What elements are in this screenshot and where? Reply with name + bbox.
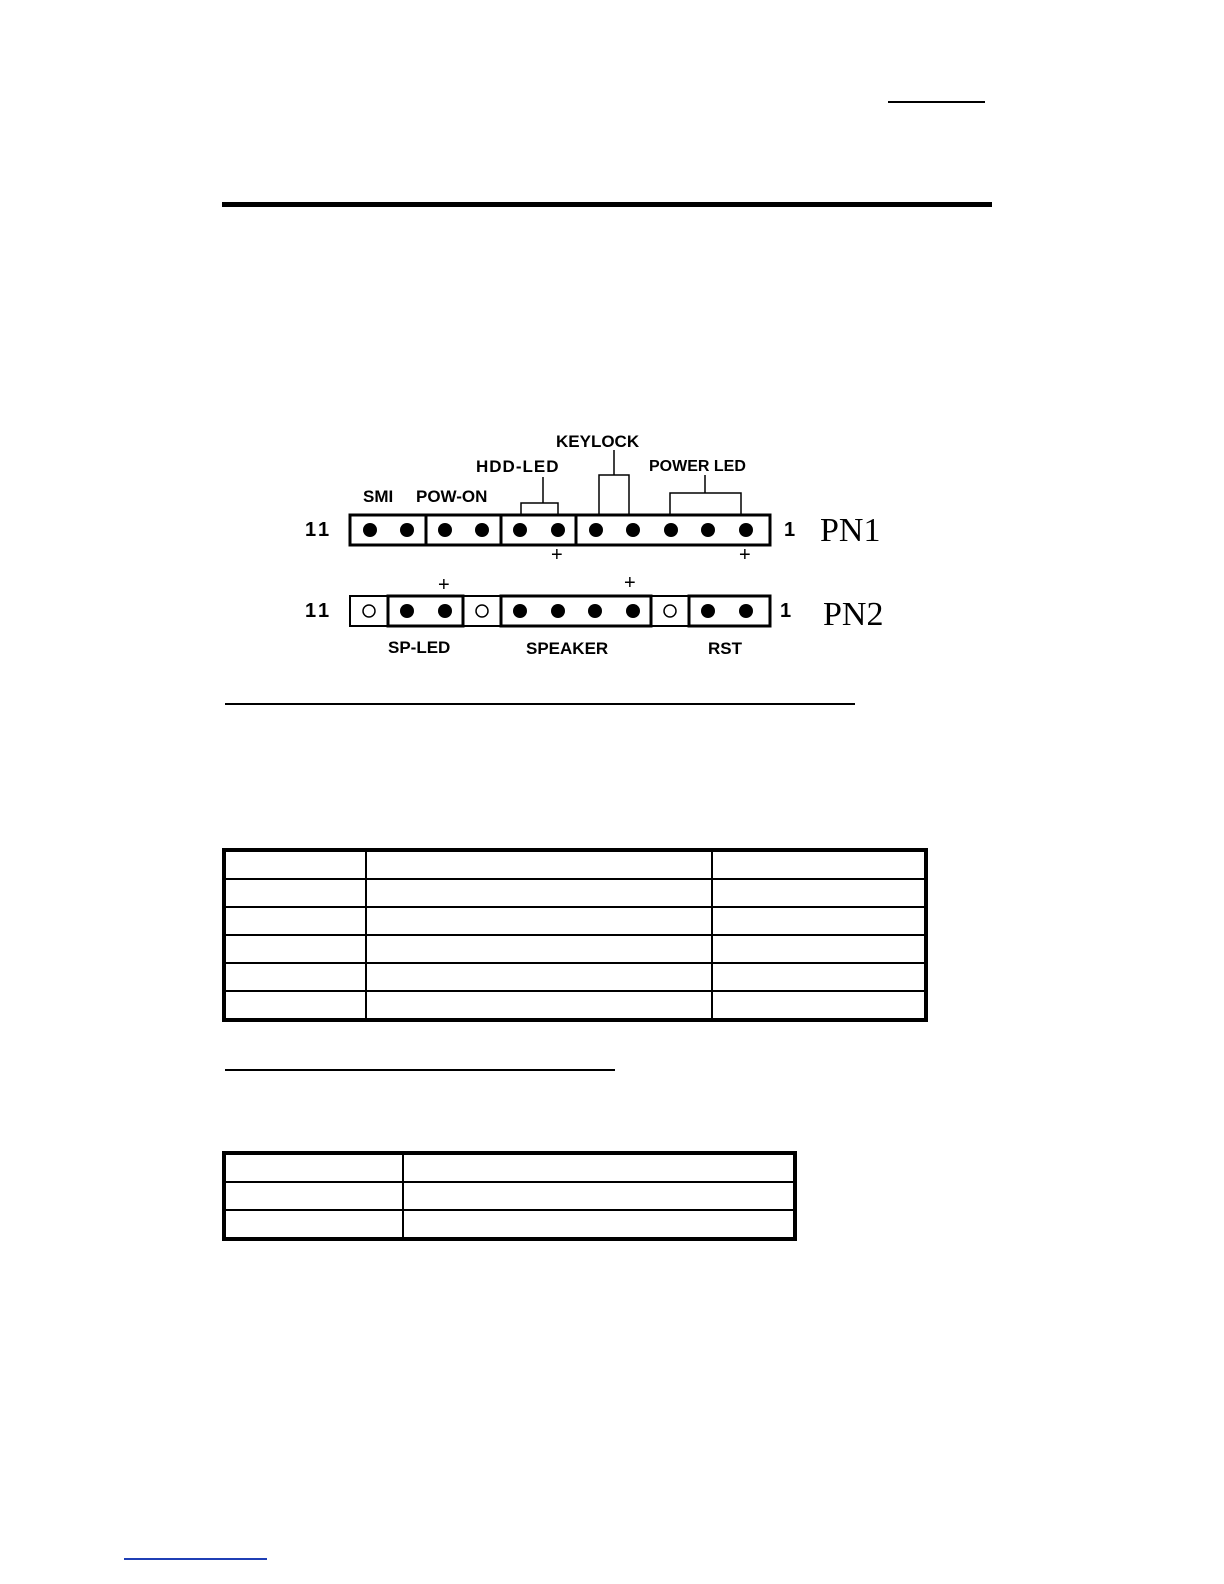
table-cell: [224, 1182, 403, 1210]
label-sp-led: SP-LED: [388, 638, 451, 657]
table-cell: [366, 907, 712, 935]
pin-table-1: [222, 848, 928, 1022]
pn1-plus-hdd: +: [551, 544, 563, 566]
table-cell: [712, 963, 926, 991]
table-cell: [712, 850, 926, 879]
pn1-plus-power: +: [739, 544, 751, 566]
table-row: [224, 935, 926, 963]
table-row: [224, 879, 926, 907]
table-cell: [403, 1153, 795, 1182]
header-rule-thick: [222, 202, 992, 207]
table-cell: [712, 991, 926, 1020]
table-cell: [366, 963, 712, 991]
label-pow-on: POW-ON: [416, 487, 488, 506]
section-rule-2: [225, 1069, 615, 1071]
pin-table-2: [222, 1151, 797, 1241]
table-cell: [366, 879, 712, 907]
table-cell: [224, 907, 366, 935]
pn1-pins: [363, 523, 753, 537]
table-row: [224, 963, 926, 991]
table-row: [224, 850, 926, 879]
label-keylock: KEYLOCK: [556, 432, 640, 451]
pn2-pin-right-label: 1: [780, 600, 792, 622]
table-cell: [403, 1210, 795, 1239]
table-row: [224, 991, 926, 1020]
table-cell: [403, 1182, 795, 1210]
table-row: [224, 1182, 795, 1210]
table-cell: [224, 991, 366, 1020]
label-hdd-led: HDD-LED: [476, 457, 560, 476]
label-speaker: SPEAKER: [526, 639, 609, 658]
table-cell: [224, 879, 366, 907]
label-power-led: POWER LED: [649, 458, 746, 475]
connector-diagram: [290, 425, 920, 665]
table-cell: [712, 935, 926, 963]
pn2-pins: [363, 604, 753, 618]
table-cell: [224, 963, 366, 991]
table-cell: [224, 850, 366, 879]
pn2-plus-sp-led: +: [438, 574, 450, 596]
pn1-name: PN1: [820, 512, 881, 549]
pn2-plus-speaker: +: [624, 572, 636, 594]
table-cell: [366, 850, 712, 879]
table-cell: [366, 991, 712, 1020]
pn2-name: PN2: [823, 596, 884, 633]
section-rule-1: [225, 703, 855, 705]
header-rule-short: [888, 101, 985, 103]
pn1-pin-left-label: 11: [305, 519, 333, 541]
pn1-pin-right-label: 1: [784, 519, 796, 541]
table-cell: [224, 1153, 403, 1182]
table-row: [224, 907, 926, 935]
table-cell: [712, 907, 926, 935]
label-rst: RST: [708, 639, 742, 658]
table-row: [224, 1153, 795, 1182]
table-cell: [224, 935, 366, 963]
table-cell: [224, 1210, 403, 1239]
pn2-pin-left-label: 11: [305, 600, 333, 622]
footer-link-underline[interactable]: [124, 1558, 267, 1560]
table-cell: [712, 879, 926, 907]
table-row: [224, 1210, 795, 1239]
label-smi: SMI: [363, 487, 394, 506]
table-cell: [366, 935, 712, 963]
